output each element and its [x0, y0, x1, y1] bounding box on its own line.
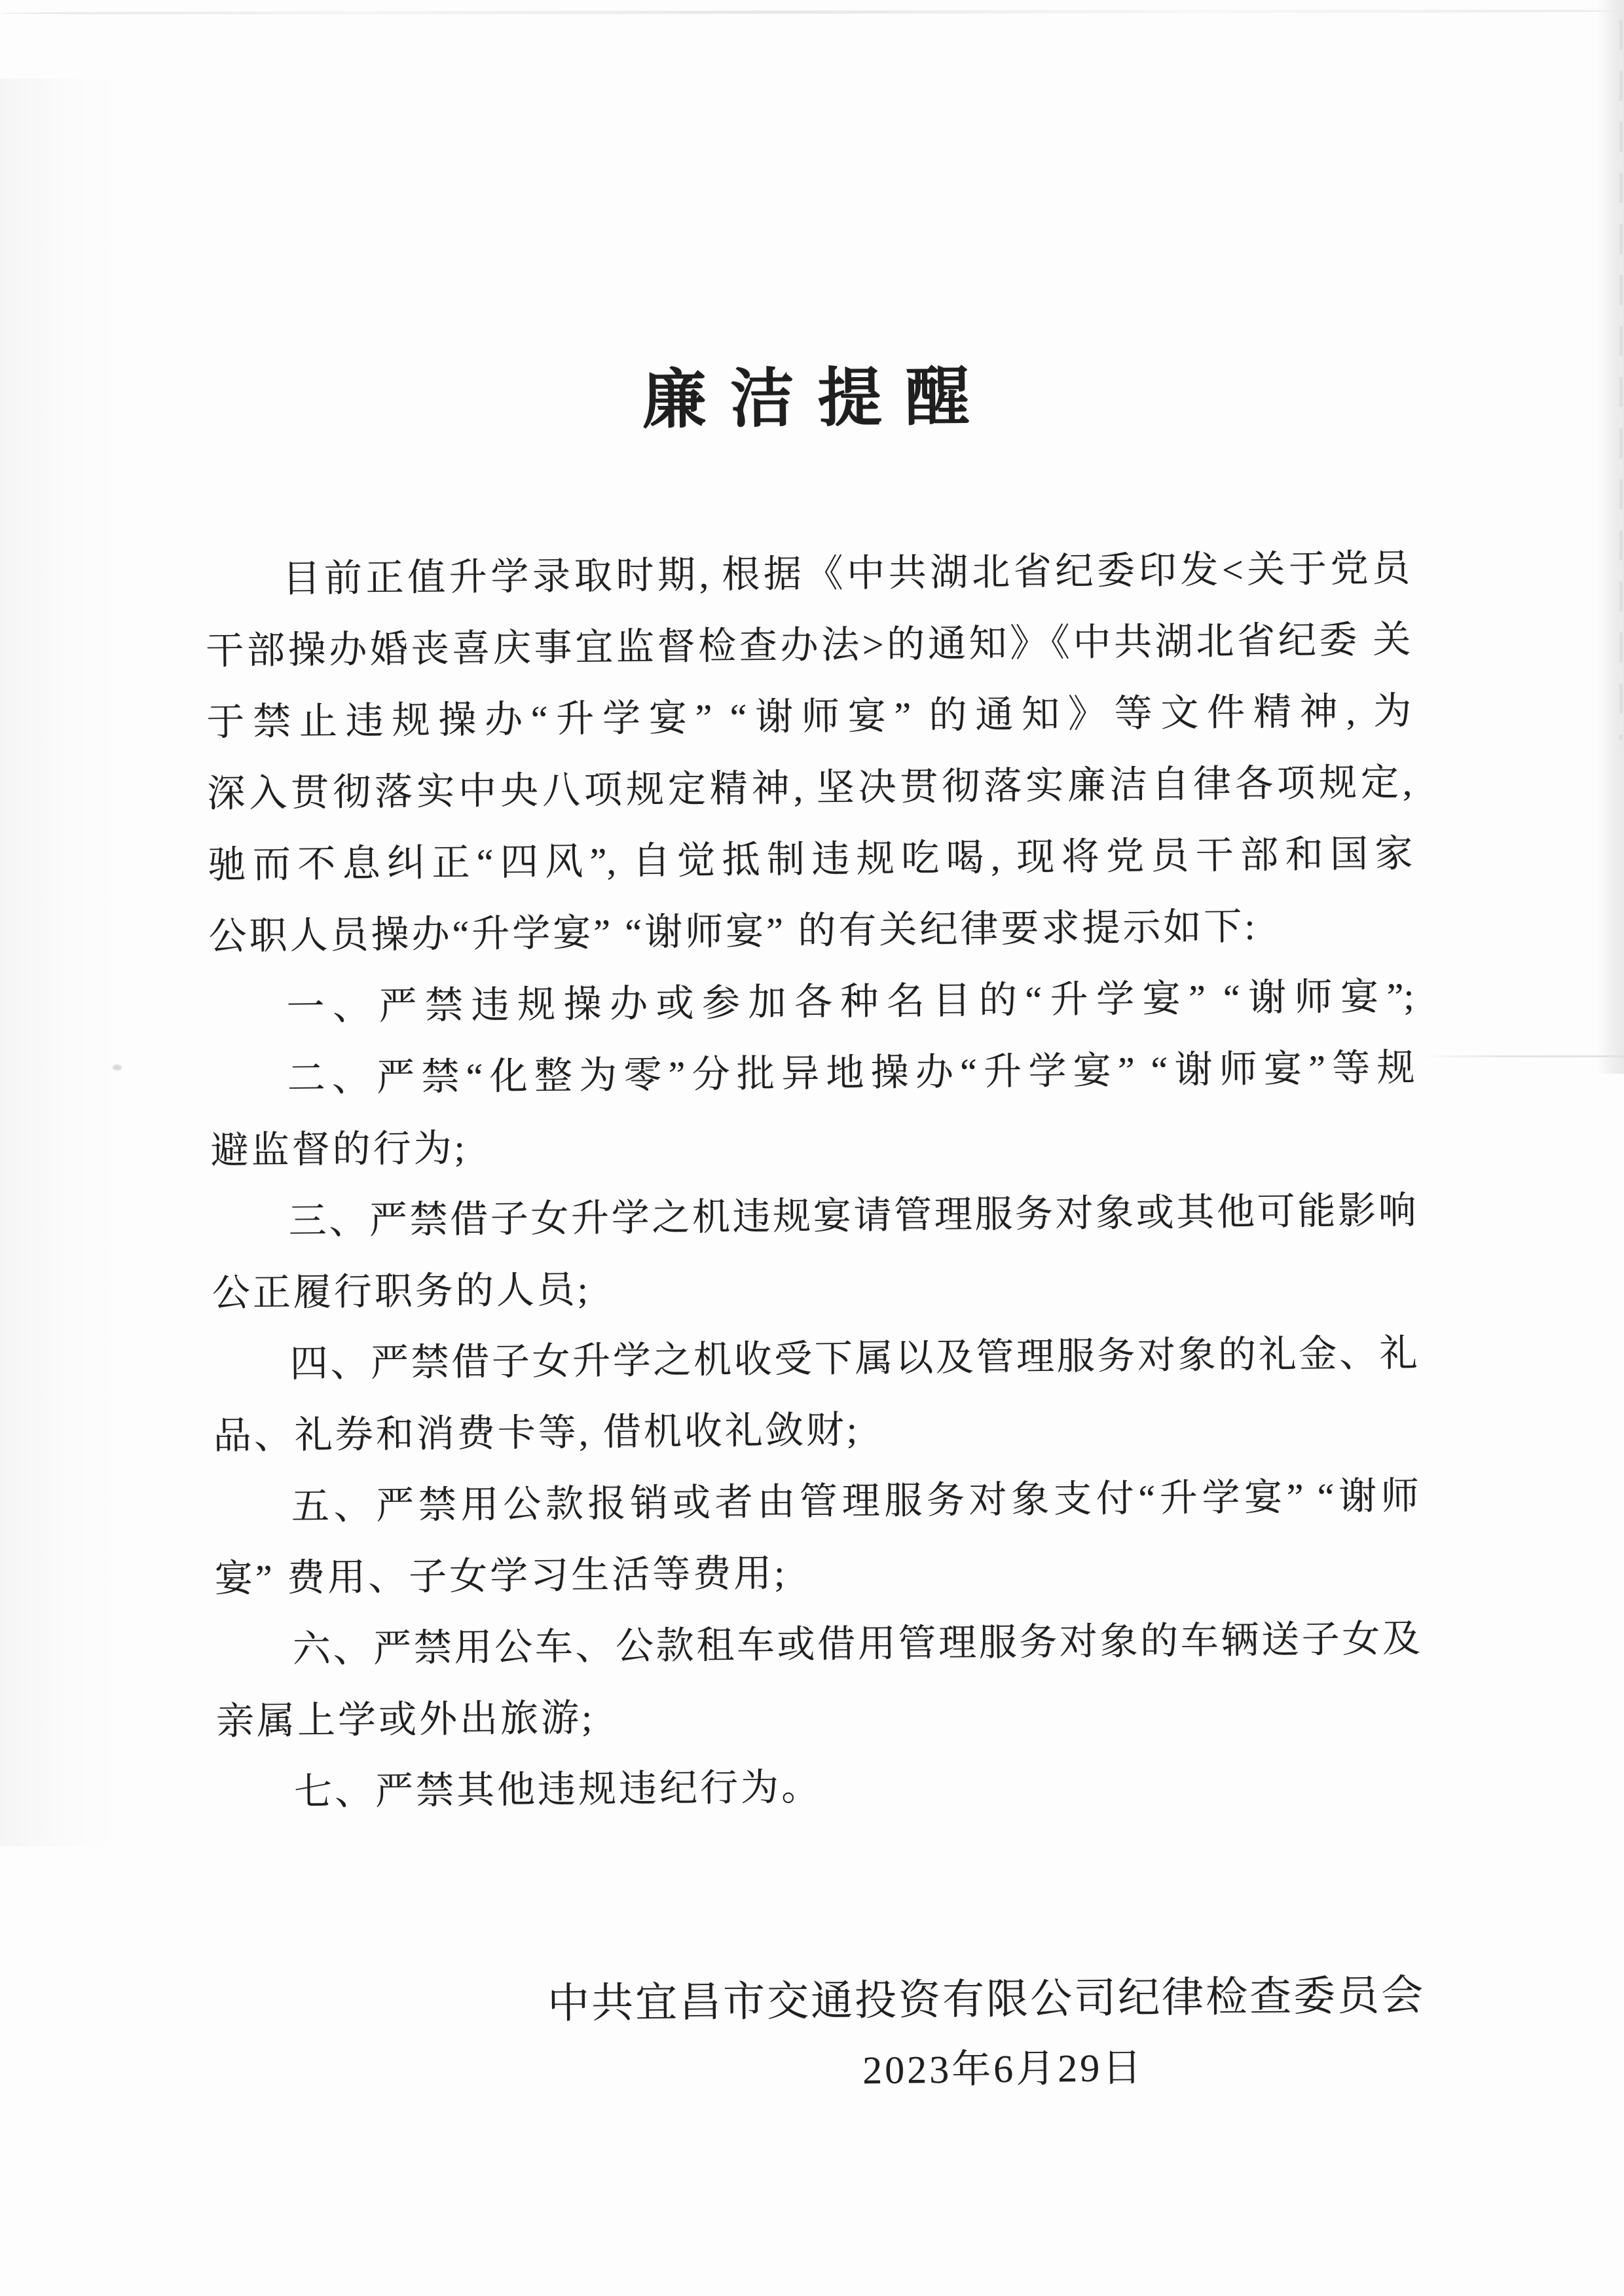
issuer-signature: 中共宜昌市交通投资有限公司纪律检查委员会	[547, 1972, 1426, 2027]
body-line: 五、严禁用公款报销或者由管理服务对象支付“升学宴” “谢师	[291, 1474, 1420, 1528]
body-line: 干部操办婚丧喜庆事宜监督检查办法>的通知》《中共湖北省纪委 关	[206, 618, 1411, 672]
body-line: 公职人员操办“升学宴” “谢师宴” 的有关纪律要求提示如下:	[208, 905, 1258, 958]
body-line: 避监督的行为;	[210, 1127, 468, 1172]
body-line: 一、严禁违规操办或参加各种名目的“升学宴” “谢师宴”;	[286, 975, 1414, 1029]
body-line: 深入贯彻落实中央八项规定精神, 坚决贯彻落实廉洁自律各项规定,	[207, 761, 1412, 815]
document-body	[205, 532, 1422, 1829]
body-line: 目前正值升学录取时期, 根据《中共湖北省纪委印发<关于党员	[282, 547, 1411, 600]
body-line: 六、严禁用公车、公款租车或借用管理服务对象的车辆送子女及	[292, 1617, 1421, 1671]
body-line: 七、严禁其他违规违纪行为。	[293, 1765, 822, 1813]
body-line: 宴” 费用、子女学习生活等费用;	[214, 1552, 788, 1600]
body-line: 三、严禁借子女升学之机违规宴请管理服务对象或其他可能影响	[288, 1189, 1416, 1243]
body-line: 于禁止违规操办“升学宴” “谢师宴” 的通知》等文件精神, 为	[206, 689, 1412, 744]
body-line: 驰而不息纠正“四风”, 自觉抵制违规吃喝, 现将党员干部和国家	[208, 832, 1413, 886]
body-line: 二、严禁“化整为零”分批异地操办“升学宴” “谢师宴”等规	[287, 1046, 1415, 1100]
document-title: 廉洁提醒	[642, 362, 994, 437]
body-line: 四、严禁借子女升学之机收受下属以及管理服务对象的礼金、礼	[289, 1332, 1418, 1385]
body-line: 品、礼券和消费卡等, 借机收礼敛财;	[213, 1408, 860, 1457]
body-line: 公正履行职务的人员;	[212, 1268, 591, 1315]
issue-date: 2023年6月29日	[862, 2046, 1145, 2092]
body-line: 亲属上学或外出旅游;	[215, 1696, 595, 1743]
